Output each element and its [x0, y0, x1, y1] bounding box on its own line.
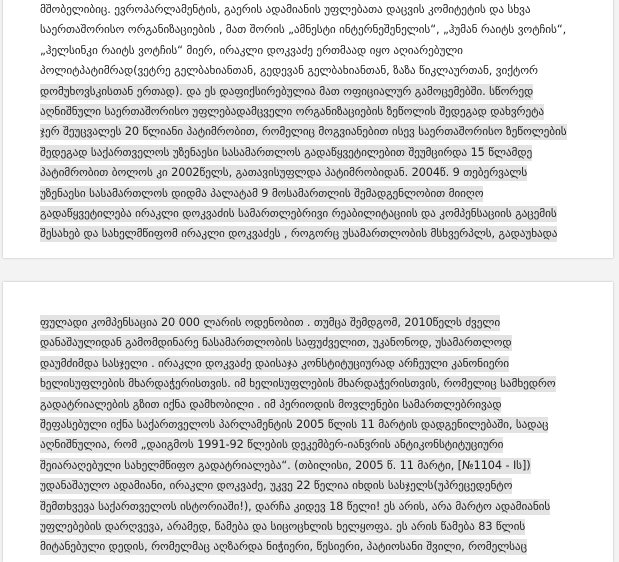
text-line-content: პოლიტპატიმრად(ვეტრე გელბახიანთან, გედევან გელბახიანთან, ზაზა წიკლაურთან, ვიქტორ [40, 64, 538, 78]
text-line-content: აღნიშნული საერთაშორისო უფლებადამცველი ორგანიზაციების ზეწოლის შედეგად დახვრეტა [40, 104, 545, 118]
text-line [40, 313, 600, 333]
text-line [40, 476, 600, 496]
text-line [40, 143, 600, 163]
text-line-content: უზენაესი სასამართლოს დიდმა პალატამ 9 მოსამართლის შემადგენლობით მიიღო [40, 186, 484, 200]
text-line [40, 395, 600, 415]
text-line-content: მიტანებული დედის, რომელმაც აღზარდა ნიჭიერი, წესიერი, პატიოსანი შვილი, რომელსაც [40, 540, 527, 554]
text-line-content: აღნიშნულია, რომ „დაიგმოს 1991-92 წლების დეკემბერ-იანვრის ანტიკონსტიტუციური [40, 438, 504, 452]
text-line [40, 41, 600, 61]
text-line [40, 184, 600, 204]
text-line-content: დაუმძიმდა სასჯელი . ირაკლი დოკვაძე დაისაჯა კონსტიტუციურად არჩეული კანონიერი [40, 356, 509, 370]
text-line [40, 204, 600, 224]
text-line [40, 517, 600, 537]
text-line-content: შეფასებული იქნა საქართველოს პარლამენტის 2005 წლის 11 მარტის დადგენილებაში, სადაც [40, 417, 549, 431]
text-line [40, 333, 600, 353]
text-line [40, 415, 600, 435]
text-line-content: შესახებ და სახელმწიფომ ირაკლი დოკვაძეს , როგორც უსამართლობის მსხვერპლს, გადაუხადა [40, 227, 558, 241]
text-line-content: მშობელიბიც. ევროპარლამენტის, გაერის ადამიანის უფლებათა დაცვის კომიტეტის და სხვა [40, 3, 531, 16]
text-line-content: „ჰელსინკი რაიტს ვოტჩის“ მიერ, ირაკლი დოკვაძე ერთმაად იყო აღიარებული [40, 43, 463, 57]
text-line-content: დანაშაულიდან გამომდინარე ნასამართლობის საფუძველით, უკანონოდ, უსამართლოდ [40, 336, 512, 350]
text-line [40, 537, 600, 557]
text-line-content: შეიარაღებული სახელმწიფო გადატრიალება“. (თბილისი, 2005 წ. 11 მარტი, [№1104 - Iს]) [40, 458, 531, 472]
text-line [40, 224, 600, 244]
text-line-content: ფულადი კომპენსაცია 20 000 ლარის ოდენობით . თუმცა შემდგომ, 2010წელს ძველი [40, 316, 501, 329]
page-1-text [40, 0, 600, 245]
text-line [40, 0, 600, 20]
text-line-content: პატიმრობით ბოლოს კი 2002წელს, გათავისუფლდა პატიმრობიდან. 2004წ. 9 თებერვალს [40, 166, 528, 180]
text-line [40, 122, 600, 142]
text-line-content: დომუხოვსკისთან ერთად). და ეს დაფიქსირებულია მათ ოფიციალურ გამოცემებში. სწორედ [40, 84, 534, 98]
text-line-content: გადატრიალების გზით იქნა დამხობილი . იმ პერიოდის მოვლენები სამართლებრივად [40, 397, 502, 411]
text-line-content: გადაწყვეტილება ირაკლი დოკვაძის სამართლებრივი რეაბილიტაციის და კომპენსაციის გაცემის [40, 206, 557, 220]
document-page-1 [3, 0, 613, 258]
text-line [40, 61, 600, 81]
text-line [40, 456, 600, 476]
text-line [40, 163, 600, 183]
text-line-content: საერთაშორისო ორგანიზაციების , მათ შორის „ამნესტი ინტერნეშენელის“, „ჰუმან რაიტს ვოტჩის“, [40, 23, 567, 37]
text-line-content: შემთხვევა საქართველოს ისტორიაში!), დარჩა კიდევ 18 წელი! ეს არის, არა მარტო ადამიანის [40, 499, 551, 513]
page-2-text [40, 313, 600, 558]
text-line-content: ხელისუფლების მხარდაჭერისთვის. იმ ხელისუფლების მხარდაჭერისთვის, რომელიც სამხედრო [40, 377, 556, 391]
text-line [40, 374, 600, 394]
text-line [40, 20, 600, 40]
text-line-content: შედეგად საქართველოს უზენაესი სასამართლოს გადაწყვეტილებით შეუმცირდა 15 წლამდე [40, 145, 533, 159]
text-line-content: ჯერ შეუცვალეს 20 წლიანი პატიმრობით, რომელიც მოგვიანებით ისევ საერთაშორისო ზეწოლების [40, 125, 567, 139]
text-line-content: უფლებების დარღვევა, არამედ, წამება და სიცოცხლის ხელყოფა. ეს არის წამება 83 წლის [40, 519, 526, 533]
text-line [40, 354, 600, 374]
text-line [40, 102, 600, 122]
text-line [40, 82, 600, 102]
text-line-content: უდანაშაულო ადამიანი, ირაკლი დოკვაძე, უკვე 22 წელია იხდის სასჯელს(უპრეცედენტო [40, 479, 513, 493]
document-page-2 [3, 282, 613, 562]
text-line [40, 497, 600, 517]
text-line [40, 435, 600, 455]
